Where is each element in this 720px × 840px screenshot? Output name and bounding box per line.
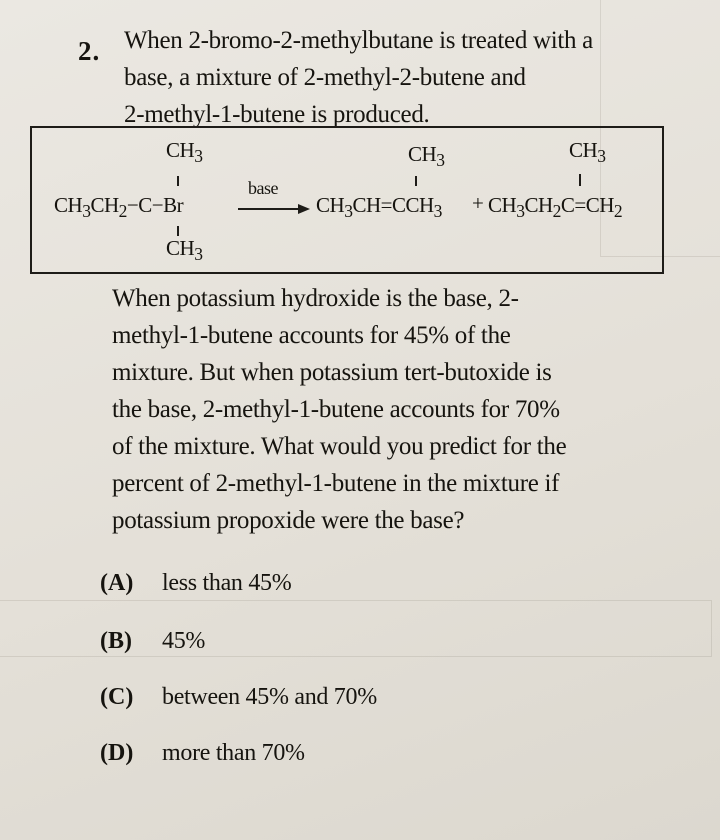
option-b[interactable]	[100, 628, 205, 655]
option-c-letter: (C)	[100, 684, 134, 710]
paragraph-line: methyl-1-butene accounts for 45% of the	[112, 322, 511, 349]
option-d-letter: (D)	[100, 740, 134, 766]
option-a[interactable]	[100, 570, 291, 597]
reactant-top-methyl	[166, 138, 202, 167]
product1-top-bond	[415, 176, 417, 186]
option-d-text: more than 70%	[162, 740, 305, 766]
reactant-main: $CH_3CH_2-C-Br$	[54, 193, 184, 222]
reaction-arrow-head	[298, 204, 310, 214]
stem-line: 2-methyl-1-butene is produced.	[124, 101, 430, 128]
paragraph-line: the base, 2-methyl-1-butene accounts for 70%	[112, 396, 560, 423]
reactant-top-bond	[177, 176, 179, 186]
product2-top-bond	[579, 174, 581, 186]
paragraph-line: mixture. But when potassium tert-butoxide is	[112, 359, 552, 386]
option-b-text: 45%	[162, 628, 206, 654]
option-a-letter: (A)	[100, 570, 134, 596]
product1-top-methyl: $CH_3$	[408, 142, 445, 171]
reactant-top-methyl-text: $CH_3$	[166, 138, 203, 167]
reactant-bottom-methyl: $CH_3$	[166, 236, 203, 265]
option-d[interactable]	[100, 740, 305, 767]
reactant-bottom-bond	[177, 226, 179, 236]
option-a-text: less than 45%	[162, 570, 292, 596]
question-number: 2.	[78, 36, 101, 66]
stem-line: base, a mixture of 2-methyl-2-butene and	[124, 64, 526, 91]
option-b-letter: (B)	[100, 628, 132, 654]
reaction-scheme-box	[30, 126, 664, 274]
option-c-text: between 45% and 70%	[162, 684, 377, 710]
product1-main: $CH_3CH=CCH_3$	[316, 193, 442, 222]
product2-top-methyl: $CH_3$	[569, 138, 606, 167]
paragraph-line: When potassium hydroxide is the base, 2-	[112, 285, 519, 312]
paragraph-line: percent of 2-methyl-1-butene in the mixture if	[112, 470, 560, 497]
plus-sign: +	[472, 191, 484, 215]
option-c[interactable]	[100, 684, 377, 711]
stem-line: When 2-bromo-2-methylbutane is treated with a	[124, 27, 593, 54]
question-paragraph	[112, 280, 672, 539]
product2-main: $CH_3CH_2C=CH_2$	[488, 193, 623, 222]
arrow-label: base	[248, 178, 278, 198]
reaction-arrow-line	[238, 208, 300, 210]
question-stem	[124, 22, 684, 133]
paragraph-line: of the mixture. What would you predict for the	[112, 433, 567, 460]
paragraph-line: potassium propoxide were the base?	[112, 507, 465, 534]
